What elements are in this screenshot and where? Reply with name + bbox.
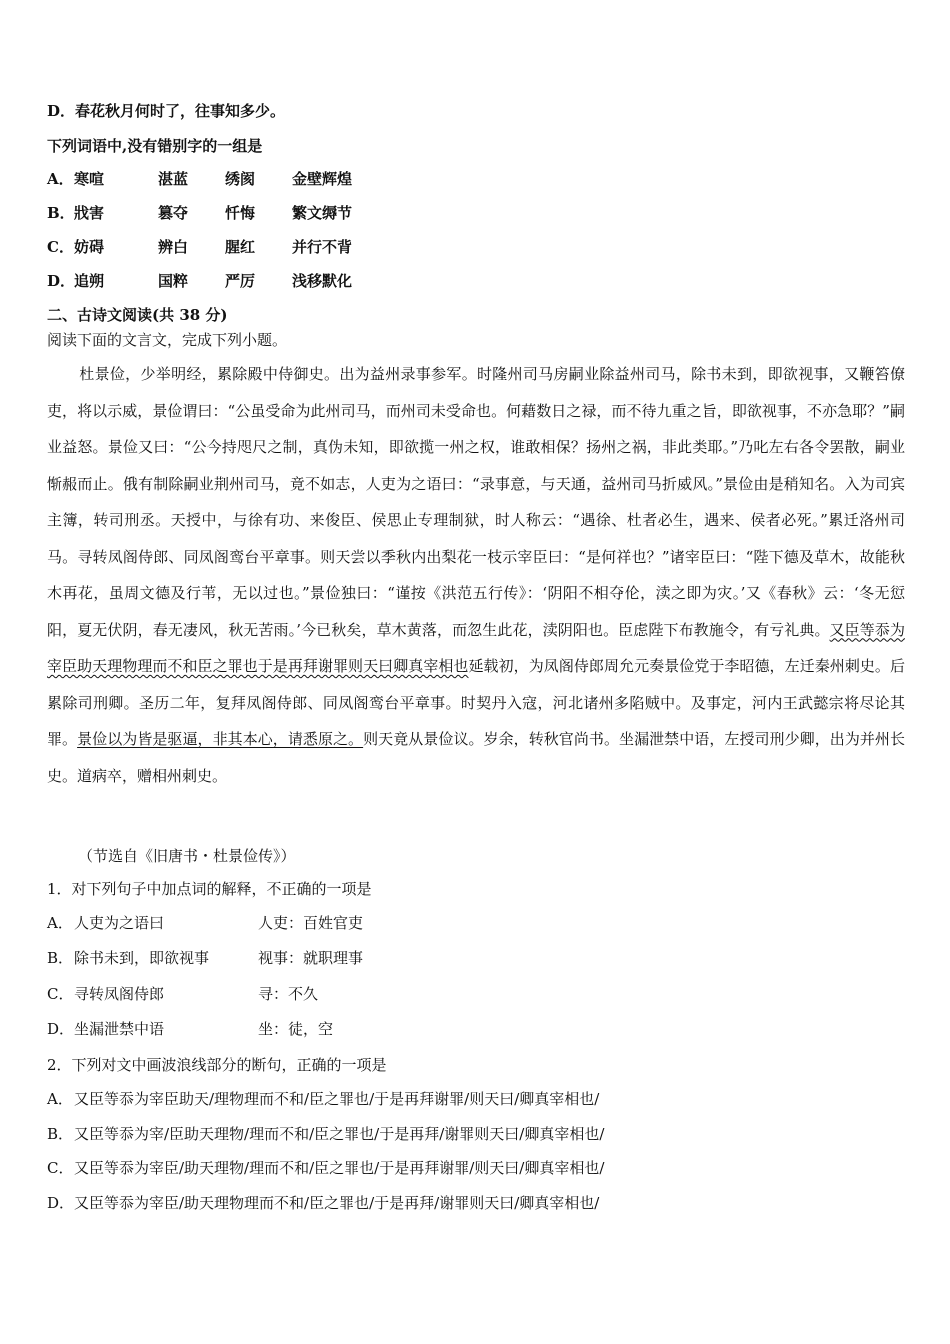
option-word: 湛蓝 (158, 170, 189, 188)
option-gloss: 人吏：百姓官吏 (258, 914, 364, 932)
passage-text: 则天竟从景俭议。岁余，转秋官尚书。坐漏泄禁中语，左授司刑少卿，出为并州长史。道病卒，赠相州刺史。 (47, 730, 905, 785)
typo-question-stem: 下列词语中,没有错别字的一组是 (47, 137, 263, 155)
q1-option-d (0, 1019, 950, 1039)
option-word: 寒喧 (74, 170, 105, 188)
q1-option-c (0, 984, 950, 1004)
typo-option-d (0, 271, 950, 291)
option-label: D． (47, 1020, 75, 1038)
option-word: 戕害 (74, 204, 105, 222)
option-gloss: 视事：就职理事 (258, 949, 364, 967)
option-label: B． (47, 949, 74, 967)
option-label: D． (47, 1194, 75, 1212)
option-label: A． (47, 1090, 73, 1108)
option-text: 又臣等忝为宰臣助天/理物理而不和/臣之罪也/于是再拜谢罪/则天曰/卿真宰相也/ (74, 1090, 600, 1108)
option-text: 又臣等忝为宰臣/助天理物理而不和/臣之罪也/于是再拜/谢罪则天曰/卿真宰相也/ (74, 1194, 600, 1212)
option-label: D． (47, 272, 76, 290)
option-sentence: 人吏为之语曰 (74, 914, 165, 932)
option-gloss: 寻：不久 (258, 985, 319, 1003)
option-word: 忏悔 (225, 204, 256, 222)
option-sentence: 寻转凤阁侍郎 (74, 985, 165, 1003)
q2-option-d (0, 1193, 950, 1213)
q2-option-a (0, 1089, 950, 1109)
option-label: B． (47, 204, 75, 222)
option-word: 绣阂 (225, 170, 256, 188)
option-word: 繁文缛节 (292, 204, 353, 222)
section-instruction: 阅读下面的文言文，完成下列小题。 (47, 331, 288, 349)
passage-text: 杜景俭，少举明经，累除殿中侍御史。出为益州录事参军。时隆州司马房嗣业除益州司马，除书未到，即欲视事，又鞭笞僚吏，将以示威，景俭谓曰：“公虽受命为此州司马，而州司未受命也。何藉数日之禄，而不待九重之旨，即欲视事，不亦急耶？”嗣业益怒。景俭又曰：“公今持咫尺之制，真伪未知，即欲揽一州之权，谁敢相保？扬州之祸，非此类耶。”乃叱左右各令罢散，嗣业惭赧而止。俄有制除嗣业荆州司马，竟不如志，人吏为之语曰：“录事意，与天通，益州司马折威风。”景俭由是稍知名。入为司宾主簿，转司刑丞。天授中，与徐有功、来俊臣、侯思止专理制狱，时人称云：“遇徐、杜者必生，遇来、侯者必死。”累迁洛州司马。寻转凤阁侍郎、同凤阁鸾台平章事。则天尝以季秋内出梨花一枝示宰臣曰：“是何祥也？”诸宰臣曰：“陛下德及草木，故能秋木再花，虽周文德及行苇，无以过也。”景俭独曰：“谨按《洪范五行传》：‘阴阳不相夺伦，渎之即为灾。’又《春秋》云：‘冬无愆阳，夏无伏阴，春无凄风，秋无苦雨。’今已秋矣，草木黄落，而忽生此花，渎阴阳也。臣虑陛下布教施令，有亏礼典。 (47, 365, 905, 639)
option-word: 追朔 (74, 272, 105, 290)
q1-option-a (0, 913, 950, 933)
section-heading: 二、古诗文阅读(共 38 分) (47, 306, 228, 324)
option-text: 又臣等忝为宰臣/助天理物/理而不和/臣之罪也/于是再拜谢罪/则天曰/卿真宰相也/ (74, 1159, 605, 1177)
option-word: 腥红 (225, 238, 256, 256)
option-text: 又臣等忝为宰/臣助天理物/理而不和/臣之罪也/于是再拜/谢罪则天曰/卿真宰相也/ (74, 1125, 605, 1143)
option-word: 并行不背 (292, 238, 353, 256)
classical-passage (47, 356, 905, 794)
option-gloss: 坐：徒，空 (258, 1020, 334, 1038)
wavy-underlined-passage: 又臣等忝为宰臣助天理物理而不和臣之罪也于是再拜谢罪则天曰卿真宰相也 (47, 620, 905, 675)
option-word: 浅移默化 (292, 272, 353, 290)
option-word: 严厉 (225, 272, 256, 290)
typo-option-a (0, 169, 950, 189)
option-word: 金壁辉煌 (292, 170, 353, 188)
option-label: B． (47, 1125, 74, 1143)
passage-source: （节选自《旧唐书・杜景俭传》） (78, 847, 296, 865)
option-label: A． (47, 914, 73, 932)
option-sentence: 除书未到，即欲视事 (74, 949, 210, 967)
q1-stem: 1．对下列句子中加点词的解释，不正确的一项是 (47, 880, 372, 898)
underlined-passage: 景俭以为皆是驱逼，非其本心，请悉原之。 (77, 730, 364, 748)
q2-option-b (0, 1124, 950, 1144)
q2-stem: 2．下列对文中画波浪线部分的断句，正确的一项是 (47, 1056, 387, 1074)
passage-text: 延载初，为凤阁侍郎周允元奏景俭党于李昭德，左迁秦州刺史。后累除司刑卿。圣历二年，复拜凤阁侍郎、同凤阁鸾台平章事。时契丹入寇，河北诸州多陷贼中。及事定，河内王武懿宗将尽论其罪。 (47, 657, 905, 748)
typo-option-b (0, 203, 950, 223)
q2-option-c (0, 1158, 950, 1178)
q1-option-b (0, 948, 950, 968)
option-sentence: 坐漏泄禁中语 (74, 1020, 165, 1038)
option-label: C． (47, 985, 74, 1003)
option-label: A． (47, 170, 74, 188)
option-label: C． (47, 238, 74, 256)
option-word: 篡夺 (158, 204, 189, 222)
option-word: 国粹 (158, 272, 189, 290)
prev-question-option-d: D．春花秋月何时了，往事知多少。 (47, 102, 286, 120)
option-word: 辨白 (158, 238, 189, 256)
typo-option-c (0, 237, 950, 257)
option-label: C． (47, 1159, 74, 1177)
option-word: 妨碍 (74, 238, 105, 256)
